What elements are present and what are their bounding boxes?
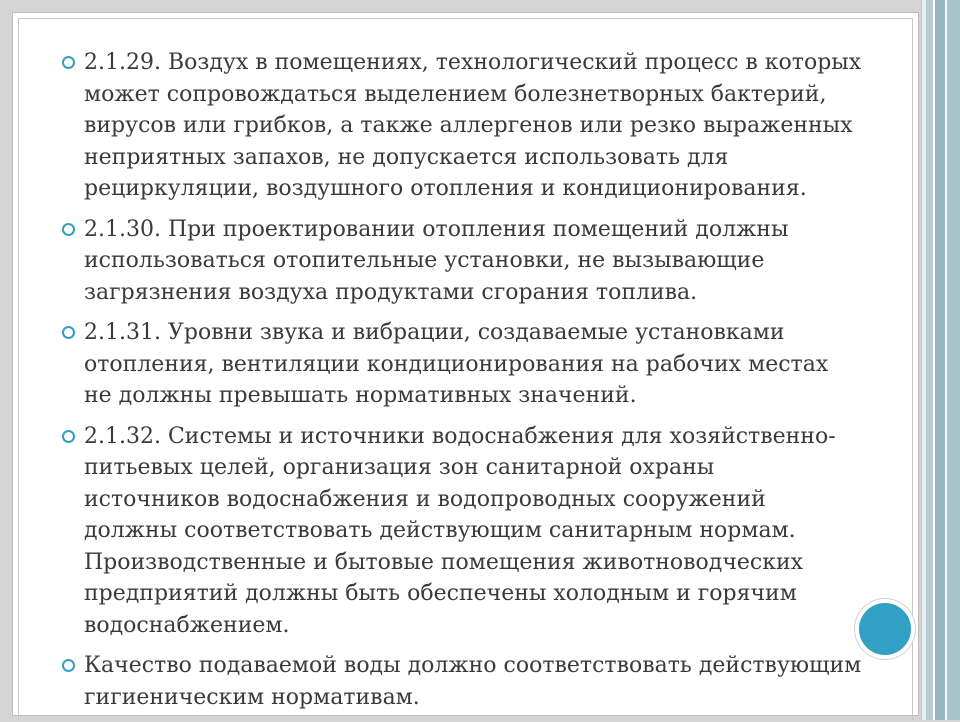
list-item xyxy=(60,421,910,642)
hollow-circle-bullet-icon xyxy=(62,430,75,443)
decorative-side-stripe xyxy=(935,0,945,720)
hollow-circle-bullet-icon xyxy=(62,56,75,69)
list-item-text: Качество подаваемой воды должно соответствовать действующим гигиеническим нормативам. xyxy=(84,653,862,710)
decorative-circle-icon xyxy=(855,599,915,659)
list-item xyxy=(60,317,910,412)
decorative-side-stripe xyxy=(947,0,960,720)
decorative-side-stripe xyxy=(926,0,933,720)
list-item-text: 2.1.31. Уровни звука и вибрации, создаваемые установками отопления, вентиляции кондиционирования на рабочих местах не должны превышать нормативных значений. xyxy=(84,320,829,408)
bullet-list xyxy=(60,47,910,722)
list-item-text: 2.1.29. Воздух в помещениях, технологический процесс в которых может сопровождаться выделением болезнетворных бактерий, вирусов или грибков, а также аллергенов или резко выраженных неприятных запахов, не допускается использовать для рециркуляции, воздушного отопления и кондиционирования. xyxy=(84,50,862,201)
list-item-text: 2.1.30. При проектировании отопления помещений должны использоваться отопительные установки, не вызывающие загрязнения воздуха продуктами сгорания топлива. xyxy=(84,216,789,305)
hollow-circle-bullet-icon xyxy=(62,223,75,236)
hollow-circle-bullet-icon xyxy=(62,659,75,672)
list-item xyxy=(60,650,910,713)
list-item xyxy=(60,47,910,205)
list-item xyxy=(60,214,910,309)
hollow-circle-bullet-icon xyxy=(62,326,75,339)
list-item-text: 2.1.32. Системы и источники водоснабжения для хозяйственно- питьевых целей, организация зон санитарной охраны источников водоснабжения и водопроводных сооружений должны соответствовать действующим санитарным нормам. Производственные и бытовые помещения животноводческих предприятий должны быть обеспечены холодным и горячим водоснабжением. xyxy=(84,423,836,638)
